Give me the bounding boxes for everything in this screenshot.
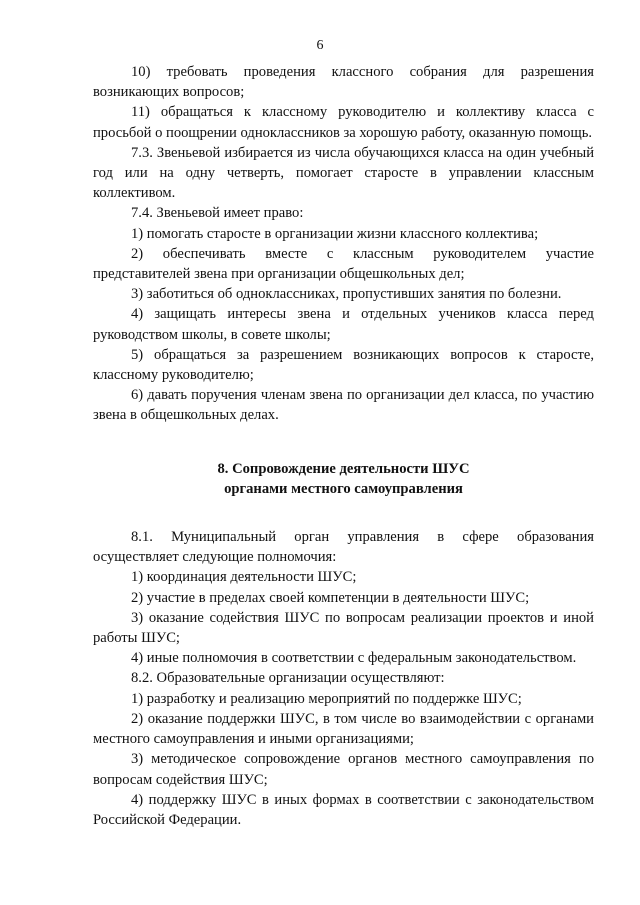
paragraph: 7.4. Звеньевой имеет право: (131, 205, 304, 222)
paragraph: 7.3. Звеньевой избирается из числа обучающихся класса на один учебный год или на одну четверть, помогает старосте в управлении классным коллективом. (93, 144, 594, 202)
page-number: 6 (316, 38, 324, 53)
section-title-line-1: 8. Сопровождение деятельности ШУС (217, 460, 470, 477)
paragraph: 10) требовать проведения классного собрания для разрешения возникающих вопросов; (93, 64, 594, 101)
paragraph: 4) поддержку ШУС в иных формах в соответствии с законодательством Российской Федерации. (93, 791, 594, 828)
paragraph: 8.2. Образовательные организации осуществляют: (131, 670, 445, 687)
paragraph: 11) обращаться к классному руководителю и коллективу класса с просьбой о поощрении одноклассников за хорошую работу, оказанную помощь. (93, 104, 594, 141)
paragraph: 6) давать поручения членам звена по организации дел класса, по участию звена в общешкольных делах. (93, 387, 594, 424)
paragraph: 1) помогать старосте в организации жизни классного коллектива; (131, 225, 539, 242)
paragraph: 5) обращаться за разрешением возникающих вопросов к старосте, классному руководителю; (93, 346, 594, 384)
paragraph: 2) участие в пределах своей компетенции в деятельности ШУС; (131, 589, 530, 606)
paragraph: 4) защищать интересы звена и отдельных учеников класса перед руководством школы, в совете школы; (93, 306, 594, 343)
section-heading (93, 459, 594, 499)
paragraph: 8.1. Муниципальный орган управления в сфере образования осуществляет следующие полномочия: (93, 529, 594, 566)
paragraph: 2) оказание поддержки ШУС, в том числе во взаимодействии с органами местного самоуправления и иными организациями; (93, 710, 594, 748)
paragraph: 3) оказание содействия ШУС по вопросам реализации проектов и иной работы ШУС; (93, 609, 594, 647)
paragraph: 1) координация деятельности ШУС; (131, 569, 357, 586)
paragraph: 3) методическое сопровождение органов местного самоуправления по вопросам содействия ШУС; (93, 751, 594, 788)
paragraph: 2) обеспечивать вместе с классным руководителем участие представителей звена при организации общешкольных дел; (93, 245, 594, 283)
paragraph: 4) иные полномочия в соответствии с федеральным законодательством. (131, 650, 577, 667)
section-title-line-2: органами местного самоуправления (224, 480, 463, 497)
paragraph: 1) разработку и реализацию мероприятий по поддержке ШУС; (131, 690, 522, 707)
paragraph: 3) заботиться об одноклассниках, пропустивших занятия по болезни. (131, 286, 562, 303)
document-body (93, 62, 594, 830)
